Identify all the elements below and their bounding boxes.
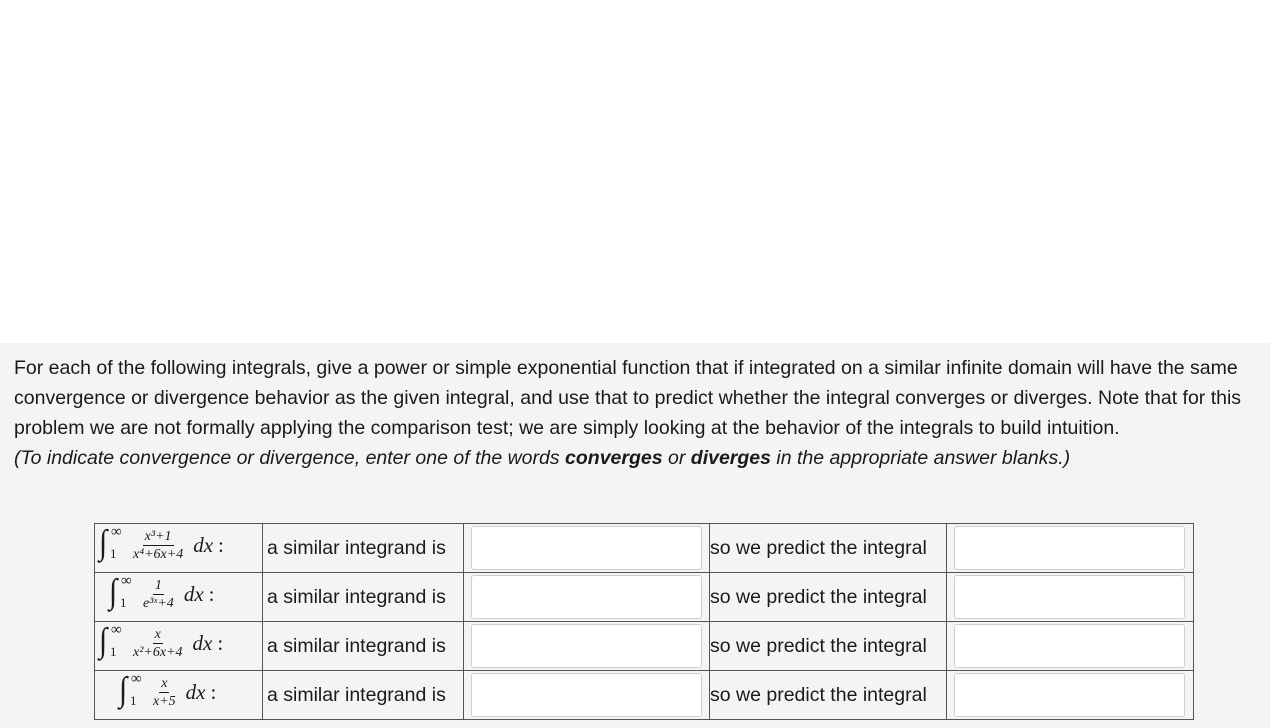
similar-integrand-cell bbox=[464, 573, 710, 622]
integral-sign: ∫ ∞ 1 bbox=[109, 572, 132, 611]
similar-integrand-cell bbox=[464, 671, 710, 720]
instruction-or: or bbox=[662, 447, 691, 469]
integral-cell bbox=[95, 671, 263, 720]
denominator: x+5 bbox=[153, 693, 176, 709]
differential: dx bbox=[192, 630, 213, 655]
numerator: x bbox=[154, 626, 161, 642]
numerator: x³+1 bbox=[144, 528, 172, 544]
prediction-cell bbox=[947, 524, 1194, 573]
denominator: e³ˣ+4 bbox=[143, 595, 174, 611]
prediction-label: so we predict the integral bbox=[710, 573, 947, 622]
prediction-cell bbox=[947, 573, 1194, 622]
integral-cell bbox=[95, 524, 263, 573]
instruction-prefix: (To indicate convergence or divergence, enter one of the words bbox=[14, 447, 566, 469]
numerator: 1 bbox=[154, 577, 162, 593]
prediction-cell bbox=[947, 671, 1194, 720]
similar-integrand-input[interactable] bbox=[471, 526, 702, 570]
integral-expression bbox=[119, 670, 217, 710]
table-row bbox=[95, 524, 1194, 573]
similar-integrand-input[interactable] bbox=[471, 575, 702, 619]
similar-integrand-cell bbox=[464, 524, 710, 573]
similar-integrand-label: a similar integrand is bbox=[263, 524, 464, 573]
integral-cell bbox=[95, 573, 263, 622]
colon: : bbox=[208, 581, 215, 606]
denominator: x⁴+6x+4 bbox=[133, 546, 184, 562]
table-row bbox=[95, 573, 1194, 622]
table-row bbox=[95, 671, 1194, 720]
integrand-fraction bbox=[151, 675, 178, 710]
similar-integrand-input[interactable] bbox=[471, 624, 702, 668]
table-row bbox=[95, 622, 1194, 671]
similar-integrand-cell bbox=[464, 622, 710, 671]
integrand-fraction bbox=[131, 626, 185, 661]
integrand-fraction bbox=[141, 577, 176, 612]
keyword-diverges: diverges bbox=[690, 447, 771, 469]
differential: dx bbox=[183, 581, 204, 606]
prediction-input[interactable] bbox=[954, 624, 1185, 668]
colon: : bbox=[217, 630, 224, 655]
numerator: x bbox=[161, 675, 168, 691]
integral-expression bbox=[99, 621, 224, 661]
integral-sign: ∫ ∞ 1 bbox=[99, 621, 122, 660]
denominator: x²+6x+4 bbox=[133, 644, 183, 660]
prediction-input[interactable] bbox=[954, 673, 1185, 717]
integral-sign: ∫ ∞ 1 bbox=[99, 523, 122, 562]
similar-integrand-label: a similar integrand is bbox=[263, 671, 464, 720]
instruction-suffix: in the appropriate answer blanks.) bbox=[771, 447, 1071, 469]
prediction-label: so we predict the integral bbox=[710, 622, 947, 671]
prediction-input[interactable] bbox=[954, 526, 1185, 570]
integrals-table bbox=[94, 523, 1194, 720]
similar-integrand-input[interactable] bbox=[471, 673, 702, 717]
problem-panel bbox=[0, 343, 1270, 728]
similar-integrand-label: a similar integrand is bbox=[263, 573, 464, 622]
integral-cell bbox=[95, 622, 263, 671]
colon: : bbox=[218, 532, 224, 557]
integrand-fraction bbox=[131, 528, 185, 563]
integral-expression bbox=[109, 572, 215, 612]
problem-statement bbox=[14, 353, 1270, 473]
differential: dx bbox=[193, 532, 214, 557]
prediction-label: so we predict the integral bbox=[710, 524, 947, 573]
answer-instructions bbox=[14, 443, 1270, 473]
prediction-label: so we predict the integral bbox=[710, 671, 947, 720]
problem-paragraph: For each of the following integrals, give a power or simple exponential function that if integrated on a similar infinite domain will have the same convergence or divergence behavior as the given integral, and use that to predict whether the integral converges or diverges. Note that for this problem we are not formally applying the comparison test; we are simply looking at the behavior of the integrals to build intuition. bbox=[14, 357, 1242, 439]
integral-sign: ∫ ∞ 1 bbox=[119, 670, 142, 709]
prediction-cell bbox=[947, 622, 1194, 671]
keyword-converges: converges bbox=[565, 447, 663, 469]
prediction-input[interactable] bbox=[954, 575, 1185, 619]
similar-integrand-label: a similar integrand is bbox=[263, 622, 464, 671]
integral-expression bbox=[99, 523, 224, 563]
differential: dx bbox=[185, 679, 206, 704]
colon: : bbox=[210, 679, 217, 704]
